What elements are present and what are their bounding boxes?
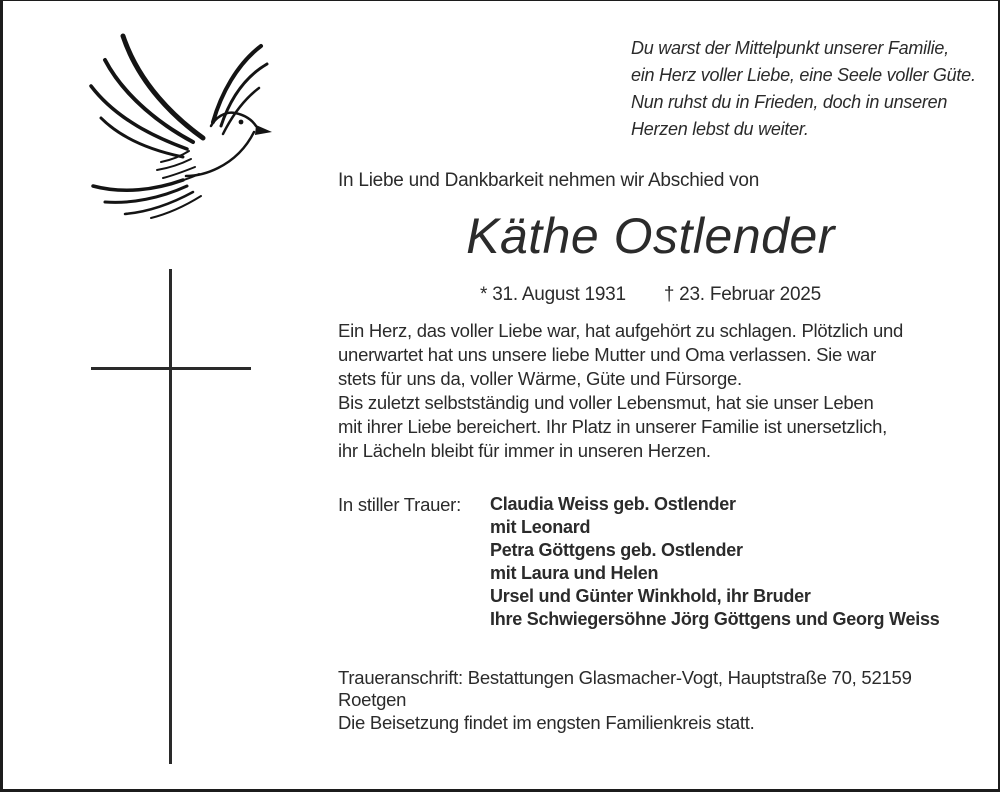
mourning-section xyxy=(338,493,963,631)
obituary-line: unerwartet hat uns unsere liebe Mutter und Oma verlassen. Sie war xyxy=(338,344,877,365)
mourner-item: mit Leonard xyxy=(490,517,591,537)
obituary-text xyxy=(338,319,958,463)
obituary-line: stets für uns da, voller Wärme, Güte und Fürsorge. xyxy=(338,368,742,389)
funeral-note: Die Beisetzung findet im engsten Familienkreis statt. xyxy=(338,712,755,733)
mourning-label: In stiller Trauer: xyxy=(338,494,461,515)
poem-line: Du warst der Mittelpunkt unserer Familie, xyxy=(631,38,949,58)
poem-line: Herzen lebst du weiter. xyxy=(631,119,809,139)
mourners-list xyxy=(490,493,940,631)
poem-line: Nun ruhst du in Frieden, doch in unseren xyxy=(631,92,948,112)
life-dates xyxy=(338,284,963,306)
obituary-line: ihr Lächeln bleibt für immer in unseren Herzen. xyxy=(338,440,711,461)
funeral-address: Traueranschrift: Bestattungen Glasmacher-Vogt, Hauptstraße 70, 52159 Roetgen xyxy=(338,667,912,710)
mourner-item: mit Laura und Helen xyxy=(490,563,659,583)
obituary-line: Ein Herz, das voller Liebe war, hat aufgehört zu schlagen. Plötzlich und xyxy=(338,320,904,341)
death-date: † 23. Februar 2025 xyxy=(663,284,821,305)
poem-line: ein Herz voller Liebe, eine Seele voller Güte. xyxy=(631,65,976,85)
mourner-item: Ursel und Günter Winkhold, ihr Bruder xyxy=(490,586,811,606)
mourner-item: Claudia Weiss geb. Ostlender xyxy=(490,494,736,514)
memorial-poem xyxy=(631,35,981,143)
mourner-item: Petra Göttgens geb. Ostlender xyxy=(490,540,743,560)
mourner-item: Ihre Schwiegersöhne Jörg Göttgens und Georg Weiss xyxy=(490,609,940,629)
dove-icon xyxy=(75,21,275,223)
intro-line: In Liebe und Dankbarkeit nehmen wir Abschied von xyxy=(338,170,760,191)
birth-date: * 31. August 1931 xyxy=(480,284,626,305)
deceased-name: Käthe Ostlender xyxy=(466,208,835,264)
obituary-line: Bis zuletzt selbstständig und voller Lebensmut, hat sie unser Leben xyxy=(338,392,874,413)
cross-horizontal-bar xyxy=(91,367,251,370)
cross-vertical-bar xyxy=(169,269,172,764)
obituary-line: mit ihrer Liebe bereichert. Ihr Platz in unserer Familie ist unersetzlich, xyxy=(338,416,888,437)
